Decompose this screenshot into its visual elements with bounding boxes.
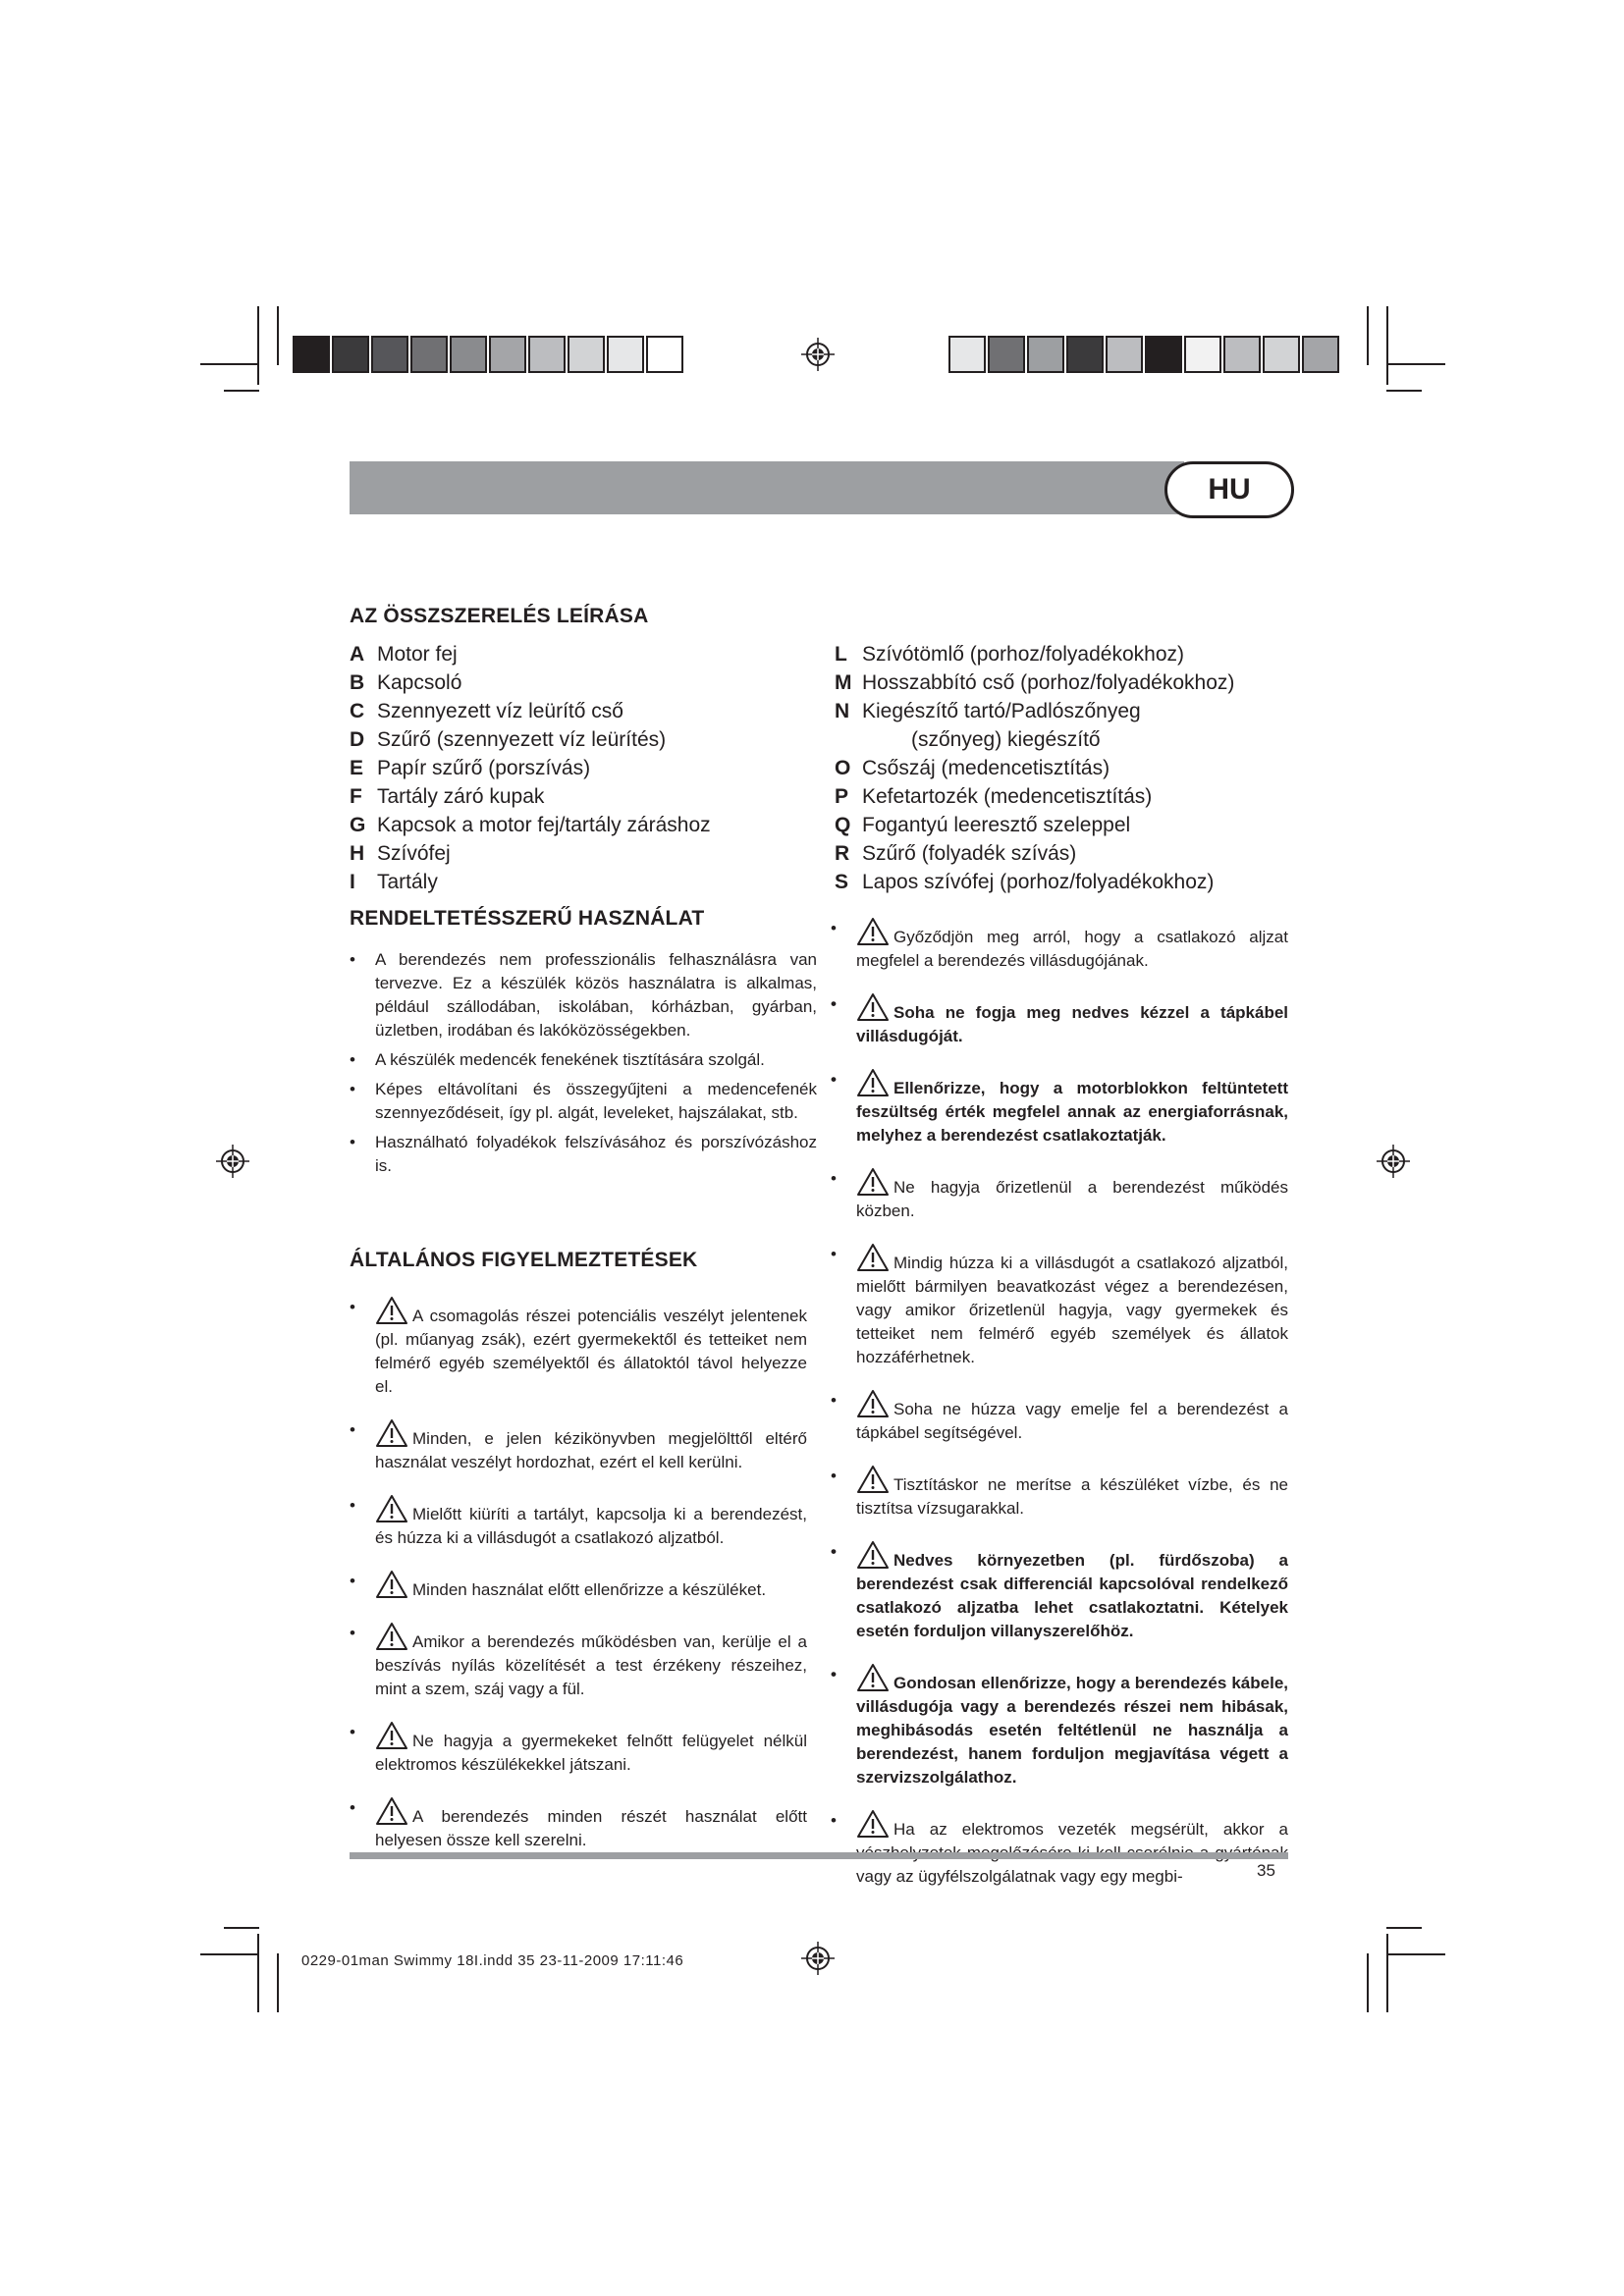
part-letter: E <box>350 757 364 779</box>
part-letter: C <box>350 700 365 722</box>
color-swatch <box>293 336 330 373</box>
list-item-text: A csomagolás részei potenciális veszélyt jelentenek (pl. műanyag zsák), ezért gyermekektől és tetteiket nem felmérő egyéb személyektől és állatoktól távol helyezze el. <box>375 1307 807 1396</box>
header-bar <box>350 461 1184 514</box>
part-letter: D <box>350 728 365 751</box>
part-item <box>835 668 1234 697</box>
intended-use-item <box>350 1048 817 1072</box>
color-swatch <box>528 336 566 373</box>
list-item-text: Ha az elektromos vezeték megsérült, akkor a vagy az ügyfélszolgálatnak vagy egy megbi- <box>856 1820 1288 1886</box>
list-item-text: Képes eltávolítani és összegyűjteni a medencefenék szennyeződéseit, így pl. algát, leveleket, hajszálakat, stb. <box>375 1080 817 1122</box>
crop-mark <box>200 363 259 365</box>
list-item-text: Amikor a berendezés működésben van, kerülje el a beszívás nyílás közelítését a test érzékeny részeihez, mint a szem, száj vagy a fül. <box>375 1632 807 1698</box>
color-swatch <box>450 336 487 373</box>
general-warning-item <box>350 1570 807 1602</box>
crop-mark <box>1386 1934 1388 2012</box>
crop-mark <box>277 306 279 365</box>
part-name: Szívófej <box>377 842 451 865</box>
bullet: • <box>350 1798 355 1817</box>
part-name: Motor fej <box>377 643 458 666</box>
bullet: • <box>350 1298 355 1316</box>
color-swatch <box>489 336 526 373</box>
color-swatch <box>1263 336 1300 373</box>
color-swatch <box>1145 336 1182 373</box>
part-name: Szűrő (folyadék szívás) <box>862 842 1077 865</box>
part-item <box>350 725 711 754</box>
part-name: Szűrő (szennyezett víz leürítés) <box>377 728 667 751</box>
list-item-text: Minden, e jelen kézikönyvben megjelölttől eltérő használat veszélyt hordozhat, ezért el kell kerülni. <box>375 1429 807 1471</box>
intended-use-item <box>350 1078 817 1125</box>
color-swatch <box>332 336 369 373</box>
safety-warning-item <box>831 1243 1288 1369</box>
crop-mark <box>257 1934 259 2012</box>
safety-warning-item <box>831 1389 1288 1445</box>
part-letter: B <box>350 671 365 694</box>
part-item <box>350 839 711 868</box>
general-warning-item <box>350 1494 807 1550</box>
bullet: • <box>831 1070 837 1089</box>
right-warnings-list <box>831 917 1288 1908</box>
bullet: • <box>350 950 355 969</box>
warning-triangle-icon <box>375 1296 408 1325</box>
part-item <box>835 868 1234 896</box>
list-item-text: Ne hagyja őrizetlenül a berendezést működés közben. <box>856 1178 1288 1220</box>
general-warning-item <box>350 1796 807 1852</box>
color-swatch <box>948 336 986 373</box>
bullet: • <box>831 1542 837 1561</box>
list-item-text: Mielőtt kiüríti a tartályt, kapcsolja ki a berendezést, és húzza ki a villásdugót a csatlakozó aljzatból. <box>375 1505 807 1547</box>
warning-triangle-icon <box>375 1622 408 1651</box>
color-swatch <box>1066 336 1104 373</box>
part-item <box>350 754 711 782</box>
general-warning-item <box>350 1622 807 1701</box>
intended-use-item <box>350 948 817 1042</box>
part-letter: P <box>835 785 849 808</box>
color-swatch <box>646 336 683 373</box>
crop-mark <box>1386 363 1445 365</box>
part-item <box>835 725 1234 754</box>
warning-triangle-icon <box>856 1243 890 1272</box>
list-item-text: Gondosan ellenőrizze, hogy a berendezés kábele, villásdugója vagy a berendezés részei nem hibásak, meghibásodás esetén feltétlenül ne használja a berendezést, hanem forduljon megjavítása végett a szervizszolgálathoz. <box>856 1674 1288 1787</box>
color-swatch <box>1184 336 1221 373</box>
warning-triangle-icon <box>856 917 890 946</box>
safety-warning-item <box>831 1809 1288 1889</box>
footer-rule <box>350 1852 1288 1859</box>
part-name: Csőszáj (medencetisztítás) <box>862 757 1110 779</box>
color-bar-right <box>948 336 1341 373</box>
bullet: • <box>831 919 837 937</box>
list-item-text: Használható folyadékok felszívásához és porszívózáshoz is. <box>375 1133 817 1175</box>
part-letter: N <box>835 700 850 722</box>
registration-mark-icon <box>216 1145 249 1178</box>
bullet: • <box>350 1133 355 1151</box>
list-item-text: Soha ne húzza vagy emelje fel a berendezést a tápkábel segítségével. <box>856 1400 1288 1442</box>
part-name: Lapos szívófej (porhoz/folyadékokhoz) <box>862 871 1215 893</box>
general-warning-item <box>350 1721 807 1777</box>
part-name: Kiegészítő tartó/Padlószőnyeg <box>862 700 1141 722</box>
warning-triangle-icon <box>856 1540 890 1570</box>
list-item-text: Minden használat előtt ellenőrizze a készüléket. <box>412 1580 767 1599</box>
part-item <box>350 868 711 896</box>
part-name: Hosszabbító cső (porhoz/folyadékokhoz) <box>862 671 1235 694</box>
crop-mark <box>1386 1953 1445 1955</box>
part-letter: S <box>835 871 849 893</box>
part-name: Papír szűrő (porszívás) <box>377 757 591 779</box>
safety-warning-item <box>831 1167 1288 1223</box>
color-swatch <box>410 336 448 373</box>
color-swatch <box>988 336 1025 373</box>
safety-warning-item <box>831 992 1288 1048</box>
warning-triangle-icon <box>856 1663 890 1692</box>
warning-triangle-icon <box>856 1465 890 1494</box>
warning-triangle-icon <box>375 1796 408 1826</box>
part-letter: M <box>835 671 852 694</box>
part-letter: G <box>350 814 366 836</box>
bullet: • <box>831 1467 837 1485</box>
part-name: Kapcsoló <box>377 671 462 694</box>
crop-mark <box>1386 306 1388 385</box>
part-letter: L <box>835 643 847 666</box>
part-letter: F <box>350 785 362 808</box>
general-warnings-list <box>350 1296 807 1872</box>
warning-triangle-icon <box>856 992 890 1022</box>
part-letter: A <box>350 643 365 666</box>
registration-mark-icon <box>801 1942 835 1975</box>
part-item <box>350 640 711 668</box>
list-item-text: A berendezés minden részét használat előtt helyesen össze kell szerelni. <box>375 1807 807 1849</box>
crop-mark <box>1386 1927 1422 1929</box>
part-item <box>835 754 1234 782</box>
part-item <box>350 782 711 811</box>
list-item-text: Győződjön meg arról, hogy a csatlakozó aljzat megfelel a berendezés villásdugójának. <box>856 928 1288 970</box>
bullet: • <box>350 1496 355 1515</box>
language-badge: HU <box>1164 461 1294 518</box>
list-item-text: Soha ne fogja meg nedves kézzel a tápkábel villásdugóját. <box>856 1003 1288 1045</box>
part-item <box>835 697 1234 725</box>
list-item-text: A berendezés nem professzionális felhasználásra van tervezve. Ez a készülék közös használatra is alkalmas, például szállodában, iskolában, kórházban, gyárban, üzletben, irodában és lakóközösségekben. <box>375 950 817 1040</box>
bullet: • <box>831 1811 837 1830</box>
part-item <box>350 697 711 725</box>
warning-triangle-icon <box>375 1570 408 1599</box>
list-item-text: Ellenőrizze, hogy a motorblokkon feltüntetett feszültség érték megfelel annak az energiaforrásnak, melyhez a berendezést csatlakoztatják. <box>856 1079 1288 1145</box>
part-name: Szívótömlő (porhoz/folyadékokhoz) <box>862 643 1184 666</box>
assembly-title: AZ ÖSSZSZERELÉS LEÍRÁSA <box>350 605 649 627</box>
safety-warning-item <box>831 1663 1288 1789</box>
bullet: • <box>350 1723 355 1741</box>
bullet: • <box>350 1624 355 1642</box>
intended-use-item <box>350 1131 817 1178</box>
part-name: Tartály <box>377 871 438 893</box>
part-name: Fogantyú leeresztő szeleppel <box>862 814 1131 836</box>
warning-triangle-icon <box>856 1068 890 1097</box>
crop-mark <box>1386 390 1422 392</box>
warning-triangle-icon <box>375 1721 408 1750</box>
part-item <box>835 782 1234 811</box>
safety-warning-item <box>831 1068 1288 1148</box>
safety-warning-item <box>831 1540 1288 1643</box>
warning-triangle-icon <box>856 1809 890 1839</box>
print-slug: 0229-01man Swimmy 18I.indd 35 23-11-2009 17:11:46 <box>301 1952 684 1969</box>
color-swatch <box>1106 336 1143 373</box>
crop-mark <box>200 1953 259 1955</box>
safety-warning-item <box>831 917 1288 973</box>
bullet: • <box>831 1169 837 1188</box>
list-item-text: Ne hagyja a gyermekeket felnőtt felügyelet nélkül elektromos készülékekkel játszani. <box>375 1732 807 1774</box>
bullet: • <box>350 1572 355 1590</box>
color-swatch <box>371 336 408 373</box>
part-letter: I <box>350 871 355 893</box>
part-letter: R <box>835 842 850 865</box>
part-name: (szőnyeg) kiegészítő <box>911 728 1101 751</box>
part-item <box>350 668 711 697</box>
bullet: • <box>831 994 837 1013</box>
warning-triangle-icon <box>375 1418 408 1448</box>
bullet: • <box>350 1080 355 1098</box>
safety-warning-item <box>831 1465 1288 1521</box>
part-item <box>835 811 1234 839</box>
part-name: Kefetartozék (medencetisztítás) <box>862 785 1153 808</box>
bullet: • <box>831 1665 837 1683</box>
crop-mark <box>224 1927 259 1929</box>
general-warning-item <box>350 1418 807 1474</box>
part-item <box>835 640 1234 668</box>
color-swatch <box>568 336 605 373</box>
crop-mark <box>224 390 259 392</box>
part-item <box>350 811 711 839</box>
registration-mark-icon <box>801 338 835 371</box>
part-letter: O <box>835 757 851 779</box>
part-name: Tartály záró kupak <box>377 785 545 808</box>
list-item-text: Nedves környezetben (pl. fürdőszoba) a berendezést csak differenciál kapcsolóval rendelkező csatlakozó aljzatba lehet csatlakoztatni. Kételyek esetén forduljon villanyszerelőhöz. <box>856 1551 1288 1640</box>
color-swatch <box>1027 336 1064 373</box>
part-letter: Q <box>835 814 851 836</box>
crop-mark <box>1367 306 1369 365</box>
part-item <box>835 839 1234 868</box>
parts-list-right <box>835 640 1234 896</box>
crop-mark <box>1367 1953 1369 2012</box>
part-letter: H <box>350 842 365 865</box>
intended-use-list <box>350 948 817 1184</box>
warning-triangle-icon <box>375 1494 408 1523</box>
bullet: • <box>350 1420 355 1439</box>
warning-triangle-icon <box>856 1389 890 1418</box>
parts-list-left <box>350 640 711 896</box>
bullet: • <box>831 1391 837 1410</box>
crop-mark <box>257 306 259 385</box>
list-item-text: Tisztításkor ne merítse a készüléket vízbe, és ne tisztítsa vízsugarakkal. <box>856 1475 1288 1518</box>
part-name: Szennyezett víz leürítő cső <box>377 700 623 722</box>
crop-mark <box>277 1953 279 2012</box>
color-swatch <box>607 336 644 373</box>
color-swatch <box>1223 336 1261 373</box>
bullet: • <box>350 1050 355 1069</box>
general-warnings-title: ÁLTALÁNOS FIGYELMEZTETÉSEK <box>350 1249 698 1271</box>
warning-triangle-icon <box>856 1167 890 1197</box>
general-warning-item <box>350 1296 807 1399</box>
color-bar-left <box>293 336 685 373</box>
part-name: Kapcsok a motor fej/tartály záráshoz <box>377 814 711 836</box>
bullet: • <box>831 1245 837 1263</box>
registration-mark-icon <box>1377 1145 1410 1178</box>
color-swatch <box>1302 336 1339 373</box>
page-number: 35 <box>1257 1861 1275 1880</box>
list-item-text: Mindig húzza ki a villásdugót a csatlakozó aljzatból, mielőtt bármilyen beavatkozást végez a berendezésen, vagy amikor őrizetlenül hagyja, vagy gyermekek és tetteiket nem felmérő egyéb személyek és állatok hozzáférhetnek. <box>856 1254 1288 1366</box>
list-item-text: A készülék medencék fenekének tisztítására szolgál. <box>375 1050 765 1069</box>
intended-use-title: RENDELTETÉSSZERŰ HASZNÁLAT <box>350 907 705 930</box>
